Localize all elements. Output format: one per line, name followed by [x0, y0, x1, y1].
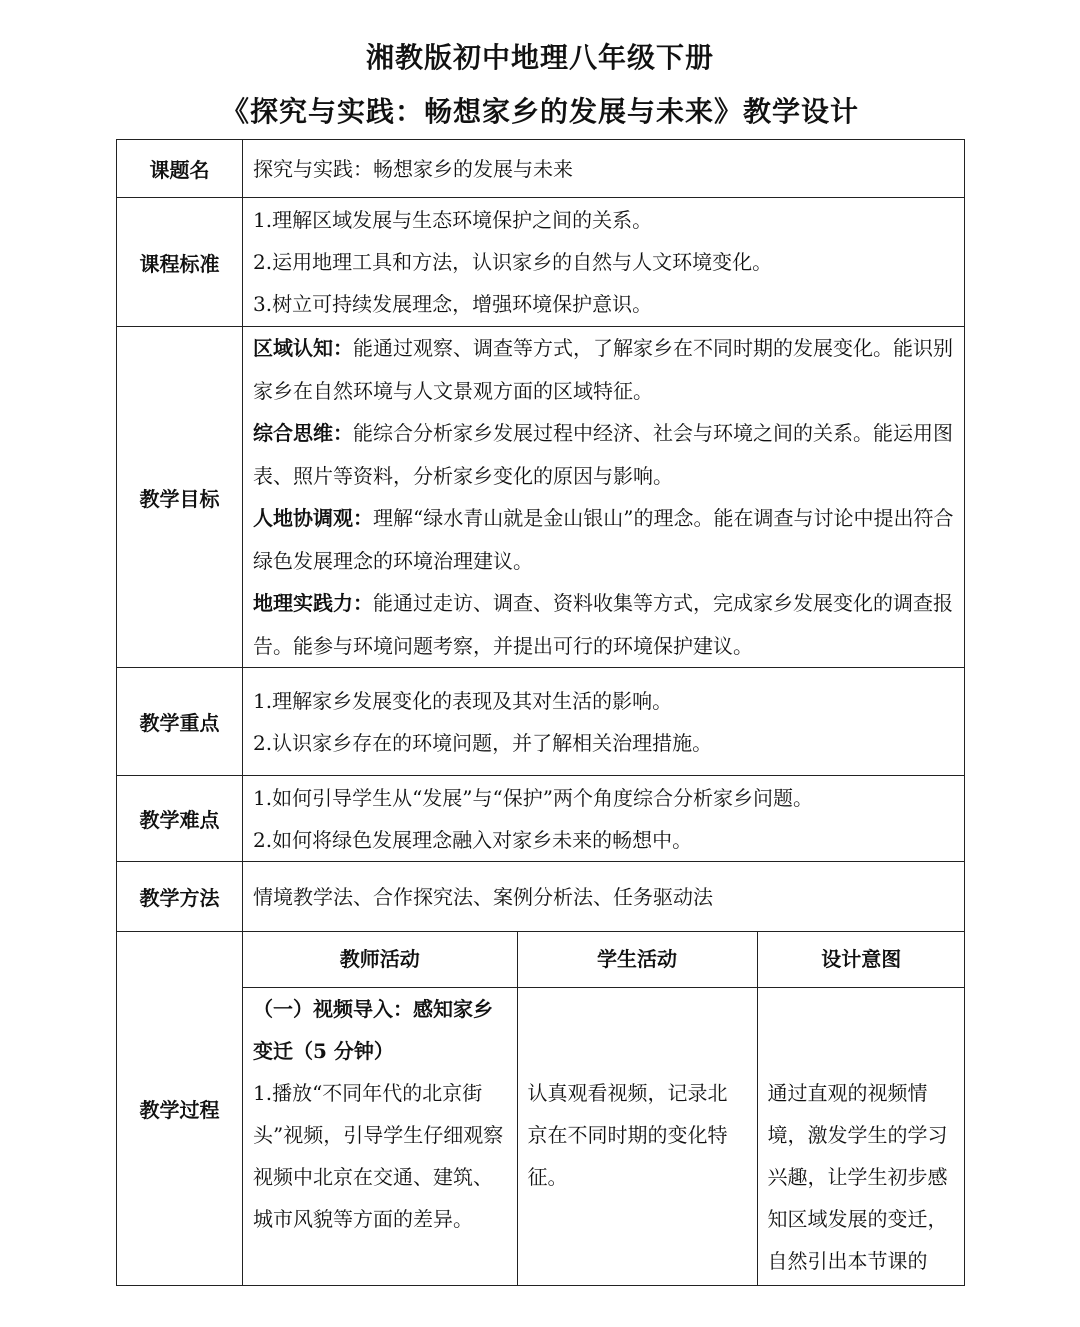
value-methods: 情境教学法、合作探究法、案例分析法、任务驱动法	[243, 862, 965, 932]
process-header-row	[243, 932, 965, 987]
student-activity	[517, 987, 757, 1285]
table-row-process	[117, 932, 965, 1286]
standard-item: 1.理解区域发展与生态环境保护之间的关系。	[253, 208, 653, 232]
teacher-activity-text: 1.播放“不同年代的北京街头”视频，引导学生仔细观察视频中北京在交通、建筑、城市风貌等方面的差异。	[253, 1080, 504, 1231]
goal-key: 综合思维：	[253, 421, 353, 445]
design-intent	[757, 987, 965, 1285]
label-standard: 课程标准	[117, 198, 243, 327]
value-key-points	[243, 668, 965, 776]
value-goals	[243, 327, 965, 668]
process-row	[243, 987, 965, 1285]
table-row-goals	[117, 327, 965, 668]
goal-key: 地理实践力：	[253, 591, 373, 615]
student-activity-text: 认真观看视频，记录北京在不同时期的变化特征。	[527, 1080, 728, 1189]
goal-text: 能通过走访、调查、资料收集等方式，完成家乡发展变化的调查报告。能参与环境问题考察，并提出可行的环境保护建议。	[253, 591, 953, 658]
design-intent-text: 通过直观的视频情境，激发学生的学习兴趣，让学生初步感知区域发展的变迁，自然引出本节课的	[767, 1080, 948, 1273]
goal-key: 人地协调观：	[253, 506, 373, 530]
teacher-section-title: （一）视频导入：感知家乡变迁（5 分钟）	[253, 996, 493, 1063]
header-teacher: 教师活动	[243, 932, 517, 987]
standard-item: 2.运用地理工具和方法，认识家乡的自然与人文环境变化。	[253, 250, 773, 274]
lesson-plan-table	[116, 139, 965, 1286]
document-subtitle: 《探究与实践：畅想家乡的发展与未来》教学设计	[220, 95, 859, 128]
process-table	[243, 932, 965, 1285]
goal-text: 理解“绿水青山就是金山银山”的理念。能在调查与讨论中提出符合绿色发展理念的环境治理建议。	[253, 506, 954, 573]
header-intent: 设计意图	[757, 932, 965, 987]
goal-key: 区域认知：	[253, 336, 353, 360]
table-row-methods	[117, 862, 965, 932]
goal-item	[253, 497, 954, 582]
label-topic: 课题名	[117, 140, 243, 198]
table-row-standard	[117, 198, 965, 327]
label-goals: 教学目标	[117, 327, 243, 668]
goal-item	[253, 327, 954, 412]
value-topic: 探究与实践：畅想家乡的发展与未来	[243, 140, 965, 198]
label-methods: 教学方法	[117, 862, 243, 932]
table-row-topic	[117, 140, 965, 198]
difficulty-item: 2.如何将绿色发展理念融入对家乡未来的畅想中。	[253, 827, 693, 852]
label-key-points: 教学重点	[117, 668, 243, 776]
value-difficulties	[243, 776, 965, 862]
teacher-activity	[243, 987, 517, 1285]
table-row-difficulties	[117, 776, 965, 862]
label-process: 教学过程	[117, 932, 243, 1286]
document-title: 湘教版初中地理八年级下册	[365, 41, 714, 74]
value-standard	[243, 198, 965, 327]
header-student: 学生活动	[517, 932, 757, 987]
standard-item: 3.树立可持续发展理念，增强环境保护意识。	[253, 292, 653, 316]
table-row-key-points	[117, 668, 965, 776]
process-cell	[243, 932, 965, 1286]
difficulty-item: 1.如何引导学生从“发展”与“保护”两个角度综合分析家乡问题。	[253, 785, 813, 810]
goal-text: 能通过观察、调查等方式，了解家乡在不同时期的发展变化。能识别家乡在自然环境与人文景观方面的区域特征。	[253, 336, 953, 403]
key-point-item: 2.认识家乡存在的环境问题，并了解相关治理措施。	[253, 730, 713, 755]
goal-item	[253, 412, 954, 497]
goal-item	[253, 582, 954, 667]
label-difficulties: 教学难点	[117, 776, 243, 862]
key-point-item: 1.理解家乡发展变化的表现及其对生活的影响。	[253, 688, 673, 713]
goal-text: 能综合分析家乡发展过程中经济、社会与环境之间的关系。能运用图表、照片等资料，分析家乡变化的原因与影响。	[253, 421, 953, 488]
